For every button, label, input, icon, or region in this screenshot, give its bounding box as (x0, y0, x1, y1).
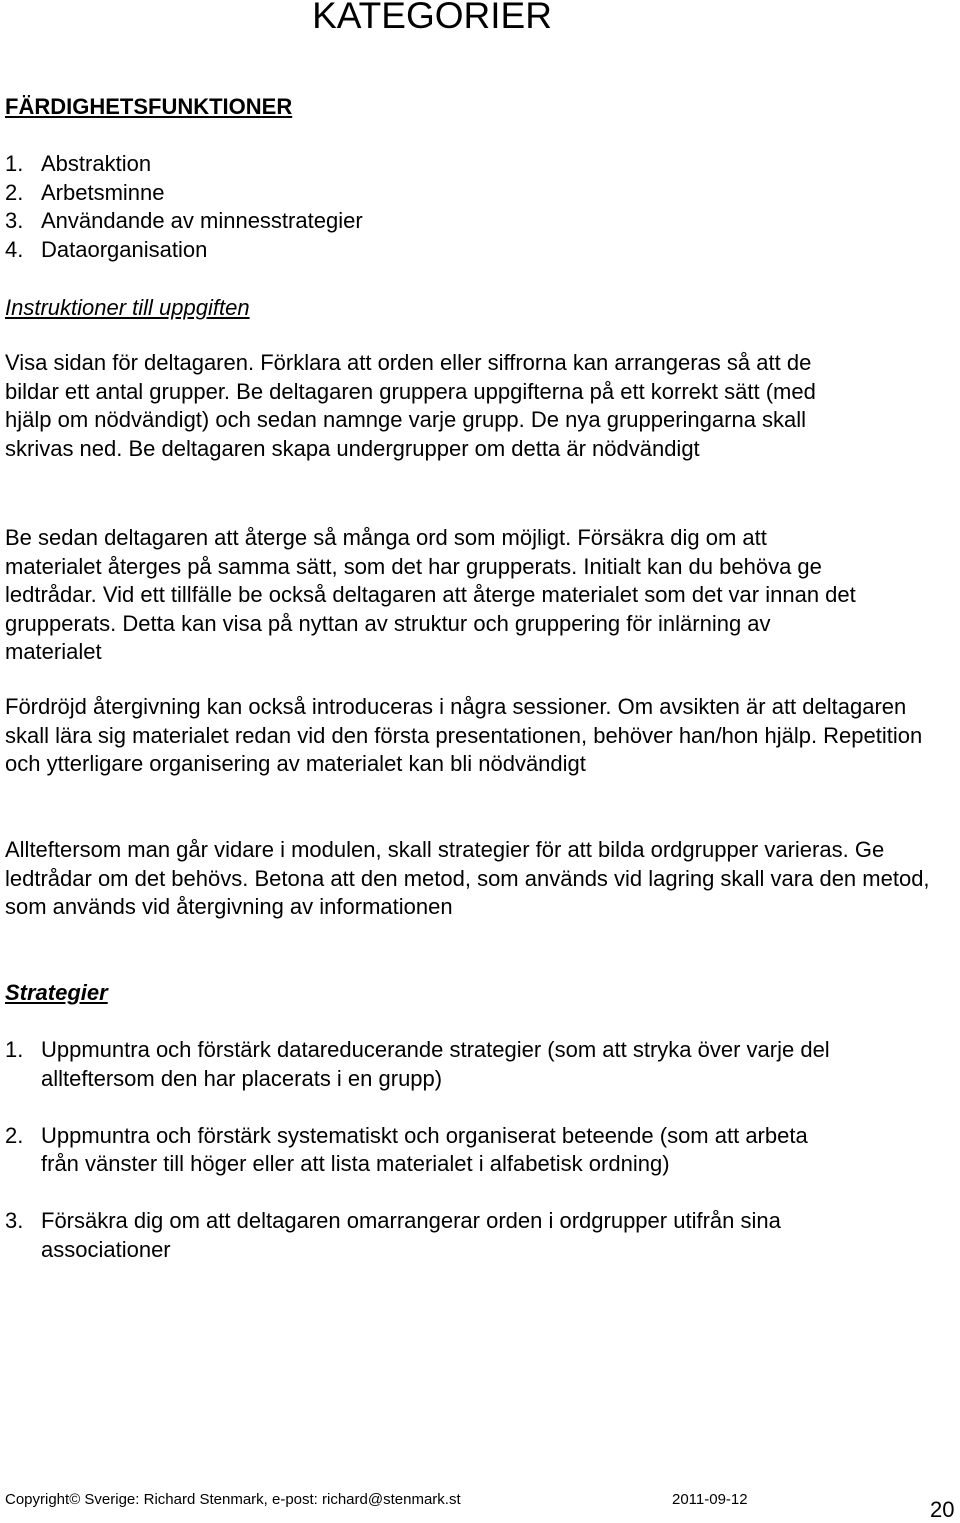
list-label: Dataorganisation (41, 236, 208, 262)
strategy-text: Uppmuntra och förstärk systematiskt och organiserat beteende (som att arbeta från vänster till höger eller att lista materialet i alfabetisk ordning) (41, 1122, 808, 1176)
instructions-paragraph: Be sedan deltagaren att återge så många ord som möjligt. Försäkra dig om att materialet återges på samma sätt, som det har grupperats. Initialt kan du behöva ge ledtrådar. Vid ett tillfälle be också deltagaren att återge materialet som det var innan det grupperats. Detta kan visa på nyttan av struktur och gruppering för inlärning av materialet (5, 525, 856, 664)
strategies-heading: Strategier (5, 980, 108, 1005)
list-item (5, 207, 363, 236)
list-number: 3. (5, 208, 24, 233)
instructions-paragraph: Visa sidan för deltagaren. Förklara att orden eller siffrorna kan arrangeras så att de bildar ett antal grupper. Be deltagaren gruppera uppgifterna på ett korrekt sätt (med hjälp om nödvändigt) och sedan namnge varje grupp. De nya grupperingarna skall skrivas ned. Be deltagaren skapa undergrupper om detta är nödvändigt (5, 350, 816, 461)
list-number: 2. (5, 179, 24, 205)
page-number: 20 (930, 1497, 955, 1522)
list-number: 4. (5, 236, 24, 262)
list-item (5, 236, 363, 265)
instructions-heading: Instruktioner till uppgiften (5, 295, 250, 320)
strategy-text: Uppmuntra och förstärk datareducerande strategier (som att stryka över varje del allteftersom den har placerats i en grupp) (41, 1037, 830, 1091)
instructions-paragraph: Fördröjd återgivning kan också introduceras i några sessioner. Om avsikten är att deltagaren skall lära sig materialet redan vid den första presentationen, behöver han/hon hjälp. Repetition och ytterligare organisering av materialet kan bli nödvändigt (5, 694, 923, 776)
strategies-list (5, 1036, 935, 1293)
functions-list (5, 150, 363, 264)
strategy-number: 1. (5, 1037, 24, 1062)
strategy-number: 3. (5, 1208, 24, 1233)
strategy-item (5, 1036, 935, 1093)
list-item (5, 150, 363, 179)
strategy-text: Försäkra dig om att deltagaren omarrangerar orden i ordgrupper utifrån sina associationer (41, 1208, 781, 1262)
list-label: Arbetsminne (41, 179, 165, 205)
strategy-item (5, 1122, 935, 1179)
page-footer (5, 1490, 955, 1514)
instructions-paragraph: Allteftersom man går vidare i modulen, skall strategier för att bilda ordgrupper varieras. Ge ledtrådar om det behövs. Betona att den metod, som används vid lagring skall vara den metod, som används vid återgivning av informationen (5, 837, 930, 919)
functions-heading: FÄRDIGHETSFUNKTIONER (5, 94, 293, 119)
strategy-number: 2. (5, 1122, 24, 1148)
list-label: Abstraktion (41, 151, 152, 176)
strategy-item (5, 1207, 935, 1264)
page-title: KATEGORIER (312, 0, 552, 36)
footer-date: 2011-09-12 (672, 1491, 748, 1508)
list-number: 1. (5, 151, 24, 176)
footer-copyright: Copyright© Sverige: Richard Stenmark, e-post: richard@stenmark.st (5, 1491, 461, 1508)
list-item (5, 179, 363, 208)
list-label: Användande av minnesstrategier (41, 208, 363, 233)
